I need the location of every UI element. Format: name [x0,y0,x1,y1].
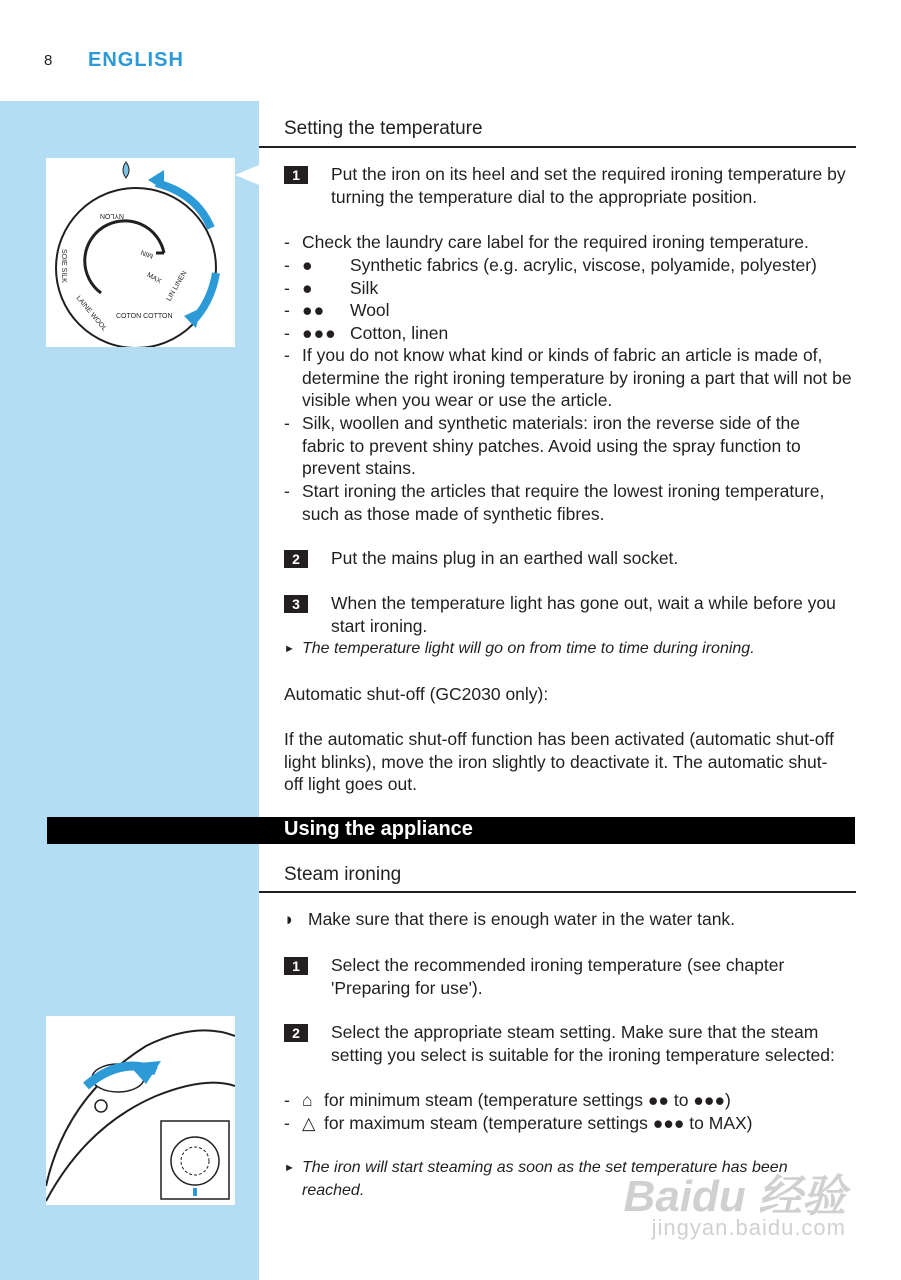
bullet-silk: - ● Silk [284,278,379,298]
dial-label-max: MAX [145,271,163,286]
temp-dots: ●● [302,300,326,320]
section-title: Using the appliance [284,818,473,840]
note-arrow-icon: ► [284,1162,295,1174]
temp-dots: ● [302,278,314,298]
dial-label-linen: LIN LINEN [165,269,189,303]
step-2 [284,547,856,571]
prerequisite: ◗ Make sure that there is enough water in the water tank. [284,909,736,929]
step-text: Select the recommended ironing temperature (see chapter 'Preparing for use'). [331,955,785,998]
dial-drawing [46,158,235,347]
step-number: 2 [284,1024,308,1042]
bullet-care-label: - Check the laundry care label for the required ironing temperature. [284,232,809,252]
step-text: When the temperature light has gone out, wait a while before you start ironing. [331,593,836,636]
section-title-setting-temperature: Setting the temperature [284,118,483,139]
step-1-steam [284,954,856,1000]
step-number: 1 [284,957,308,975]
step-number: 3 [284,595,308,613]
temp-dots: ●●● [302,323,337,343]
bullet-cotton: - ●●● Cotton, linen [284,323,449,343]
step-3 [284,592,856,638]
step-2-steam [284,1021,856,1091]
dial-label-silk: SOIE SILK [60,249,67,283]
note-arrow-icon: ► [284,643,295,655]
dial-label-wool: LAINE WOOL [74,294,108,333]
bullet-reverse-side: - Silk, woollen and synthetic materials: iron the reverse side of the fabric to prevent shiny patches. Avoid using the spray function to prevent stains. [284,413,801,479]
auto-shutoff-title: Automatic shut-off (GC2030 only): [284,684,549,704]
dial-label-nylon: NYLON [99,212,124,219]
auto-shutoff-text: If the automatic shut-off function has been activated (automatic shut-off light blinks), move the iron slightly to deactivate it. The automatic shut-off light goes out. [284,729,834,795]
temp-dots: ● [302,255,314,275]
half-circle-icon: ◗ [284,909,295,929]
subtitle-steam-ironing: Steam ironing [284,864,402,885]
page-number: 8 [44,52,53,69]
dial-label-cotton: COTON COTTON [116,313,173,320]
title-rule [259,146,856,148]
step-number: 2 [284,550,308,568]
step-text: Put the mains plug in an earthed wall socket. [331,548,679,568]
step-text: Select the appropriate steam setting. Make sure that the steam setting you select is suitable for the ironing temperature selected: [331,1022,835,1065]
steam-min-icon: ⌂ [302,1090,313,1110]
iron-drawing [46,1016,235,1205]
steam-dial-illustration [46,1016,235,1205]
section-bar-using-appliance [47,817,855,844]
bullet-lowest-temp: - Start ironing the articles that require the lowest ironing temperature, such as those made of synthetic fibres. [284,481,825,524]
watermark-logo: Baidu 经验 [623,1172,846,1221]
watermark-url: jingyan.baidu.com [651,1215,846,1240]
temperature-dial-illustration [46,158,235,347]
step-1 [284,163,856,233]
note-steaming: ► The iron will start steaming as soon as the set temperature has been reached. [284,1159,788,1199]
note-temperature-light: ► The temperature light will go on from time to time during ironing. [284,638,856,661]
step-number: 1 [284,166,308,184]
steam-max-icon: △ [302,1113,316,1133]
bullet-synthetic: - ● Synthetic fabrics (e.g. acrylic, viscose, polyamide, polyester) [284,255,817,275]
subtitle-rule [259,891,856,893]
step-text: Put the iron on its heel and set the required ironing temperature by turning the temperature dial to the appropriate position. [331,164,846,207]
bullet-wool: - ●● Wool [284,300,390,320]
bullet-max-steam: - △ for maximum steam (temperature settings ●●● to MAX) [284,1113,753,1133]
bullet-unknown-fabric: - If you do not know what kind or kinds of fabric an article is made of, determine the right ironing temperature by ironing a part that will not be visible when you wear or use the article. [284,345,852,411]
language-heading: ENGLISH [88,49,184,71]
pointer-triangle-icon [235,165,259,185]
dial-label-min: MIN [139,248,155,260]
bullet-min-steam: - ⌂ for minimum steam (temperature settings ●● to ●●●) [284,1090,731,1110]
